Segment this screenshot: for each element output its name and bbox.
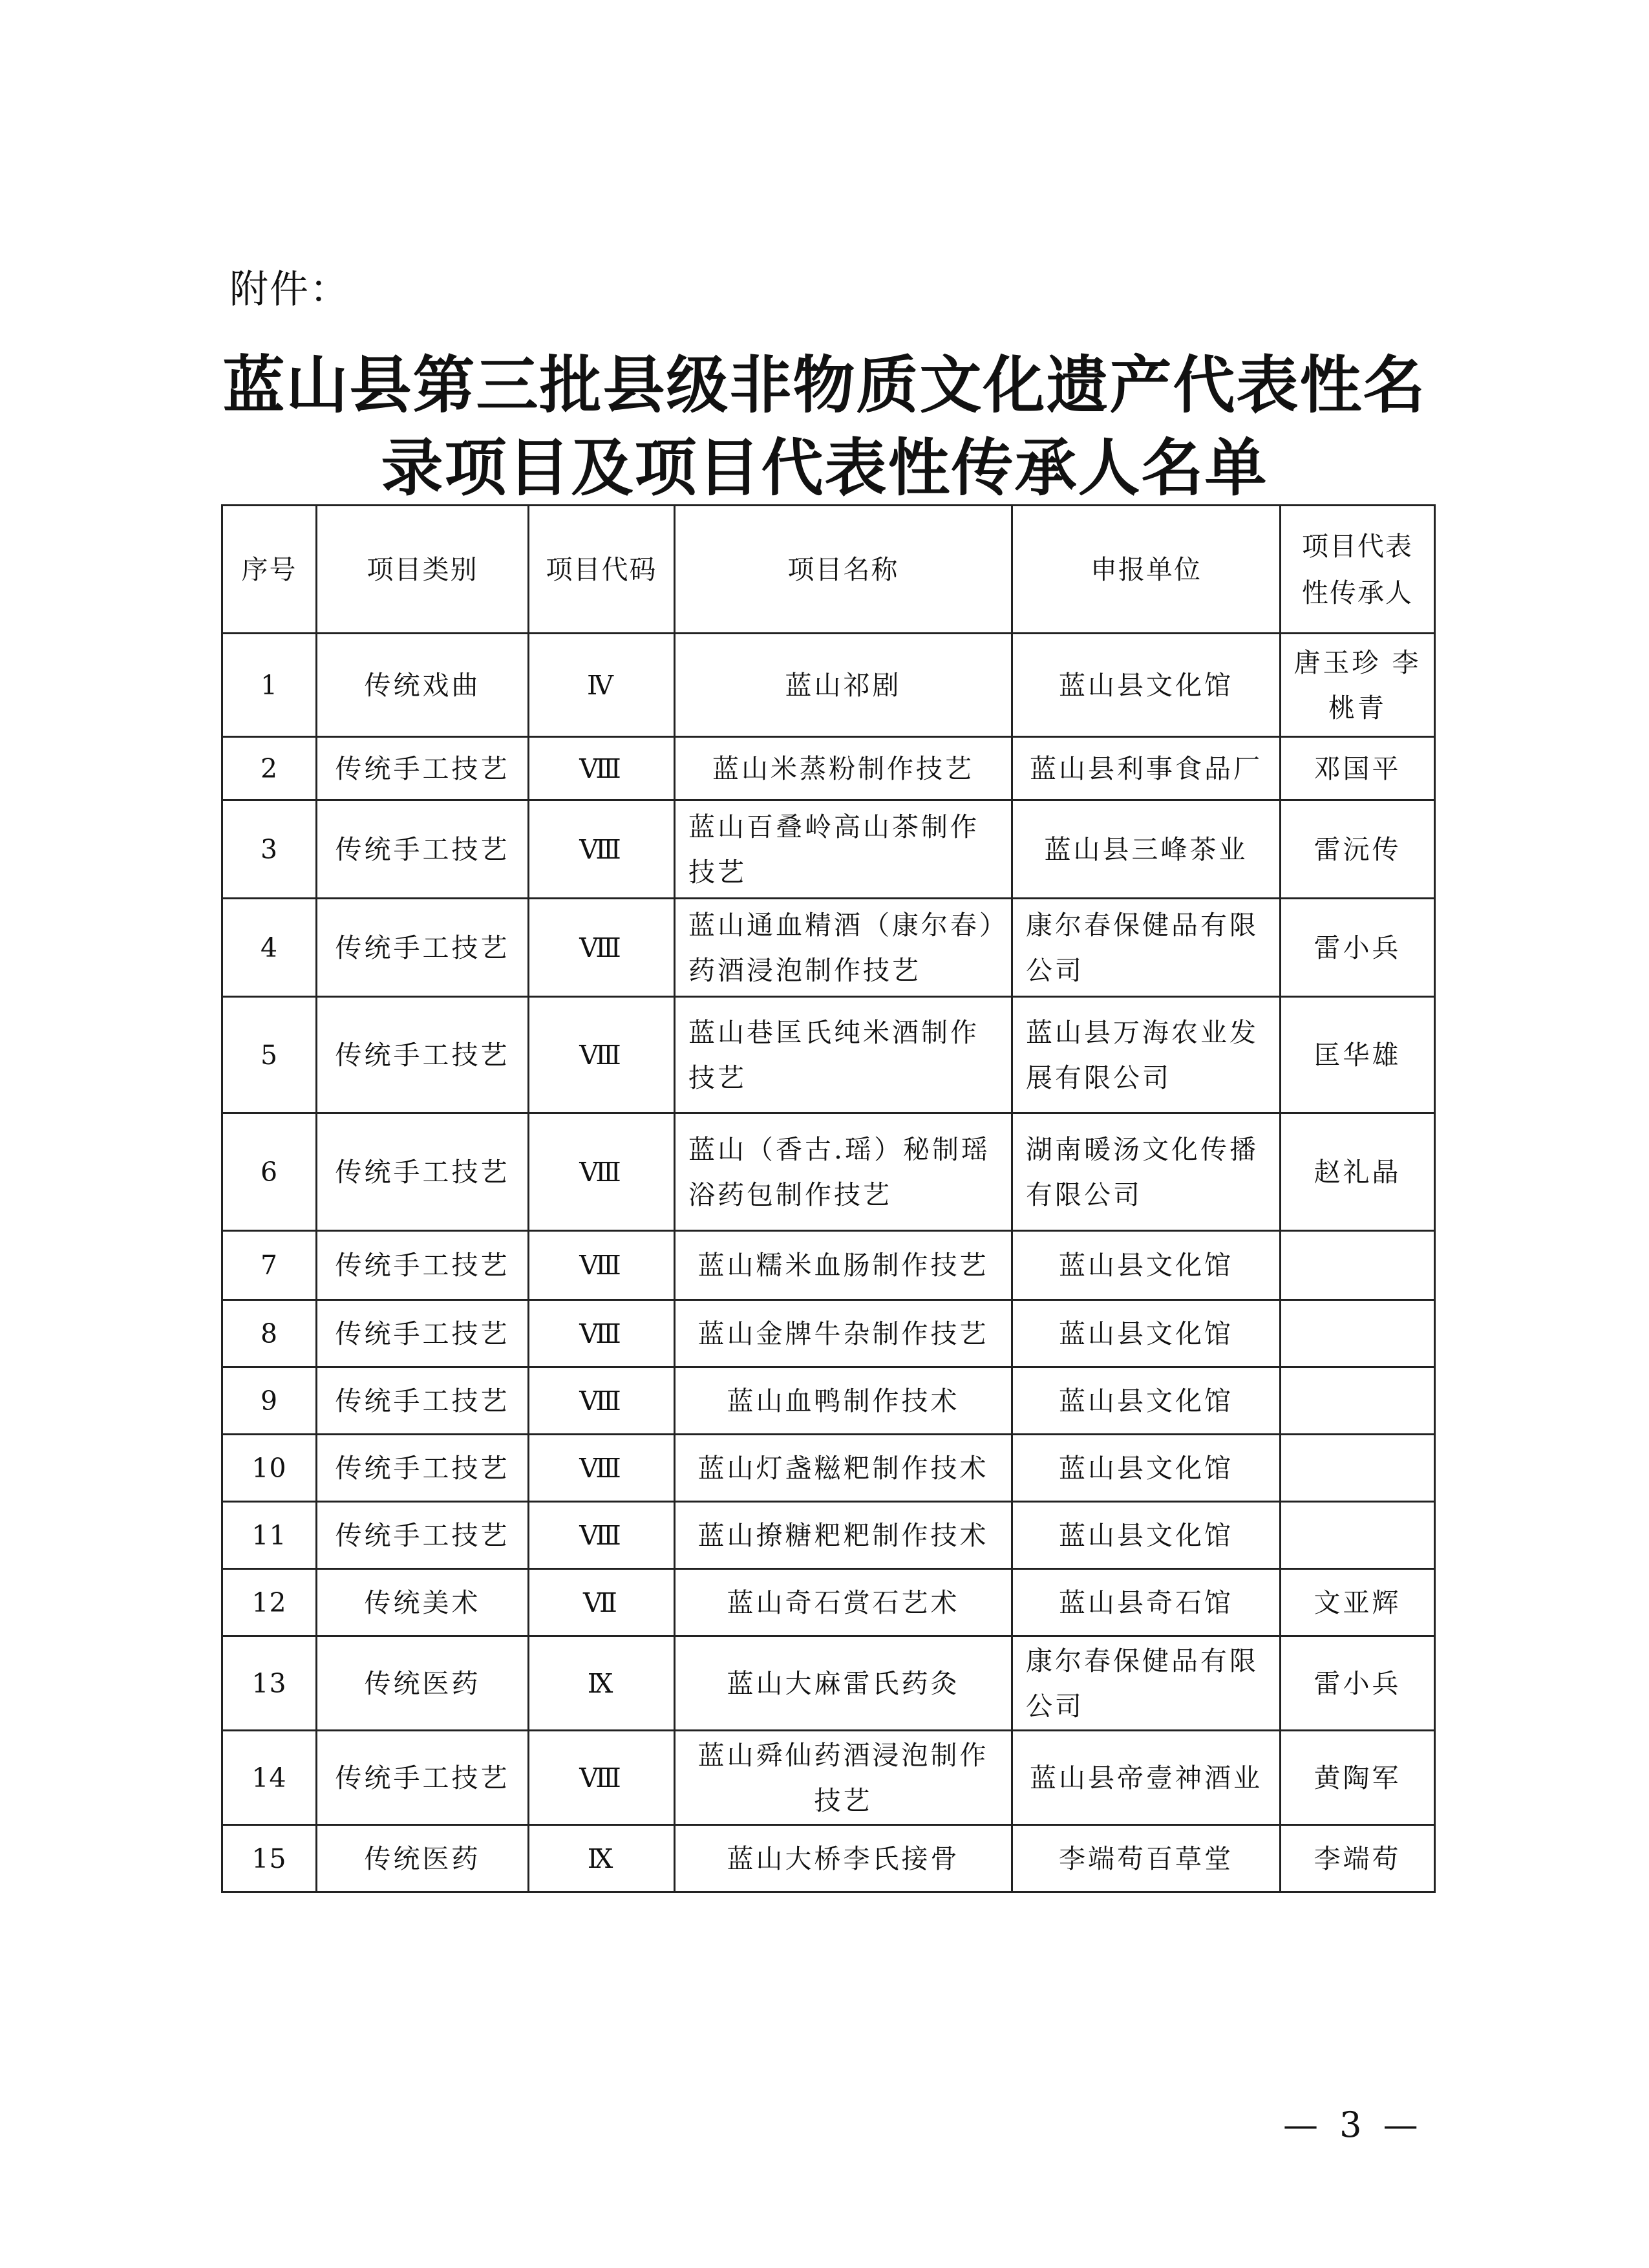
seq-cell: 2 xyxy=(222,737,317,800)
code-cell: Ⅸ xyxy=(529,1636,675,1731)
project-name-cell: 蓝山撩糖粑粑制作技术 xyxy=(675,1502,1012,1569)
table-row xyxy=(222,800,1435,899)
seq-cell: 8 xyxy=(222,1300,317,1367)
seq-cell: 6 xyxy=(222,1113,317,1231)
code-cell: Ⅷ xyxy=(529,1731,675,1825)
category-cell: 传统手工技艺 xyxy=(317,1113,529,1231)
seq-cell: 12 xyxy=(222,1569,317,1636)
inheritor-cell xyxy=(1281,1300,1435,1367)
attachment-label: 附件： xyxy=(229,267,350,312)
category-cell: 传统手工技艺 xyxy=(317,997,529,1113)
project-name-cell: 蓝山奇石赏石艺术 xyxy=(675,1569,1012,1636)
code-cell: Ⅷ xyxy=(529,1435,675,1502)
inheritor-cell xyxy=(1281,1435,1435,1502)
inheritor-cell: 赵礼晶 xyxy=(1281,1113,1435,1231)
seq-cell: 13 xyxy=(222,1636,317,1731)
code-cell: Ⅷ xyxy=(529,737,675,800)
category-cell: 传统手工技艺 xyxy=(317,1435,529,1502)
seq-cell: 9 xyxy=(222,1367,317,1435)
code-cell: Ⅷ xyxy=(529,1300,675,1367)
unit-cell: 蓝山县文化馆 xyxy=(1012,634,1281,737)
project-name-cell: 蓝山米蒸粉制作技艺 xyxy=(675,737,1012,800)
project-name-cell: 蓝山糯米血肠制作技艺 xyxy=(675,1231,1012,1300)
inheritor-cell: 雷沅传 xyxy=(1281,800,1435,899)
unit-cell: 蓝山县帝壹神酒业 xyxy=(1012,1731,1281,1825)
table-row xyxy=(222,1825,1435,1892)
unit-cell: 蓝山县万海农业发展有限公司 xyxy=(1012,997,1281,1113)
table-row xyxy=(222,634,1435,737)
category-cell: 传统戏曲 xyxy=(317,634,529,737)
unit-cell: 蓝山县利事食品厂 xyxy=(1012,737,1281,800)
unit-cell: 蓝山县奇石馆 xyxy=(1012,1569,1281,1636)
table-row xyxy=(222,899,1435,997)
code-cell: Ⅸ xyxy=(529,1825,675,1892)
page-number: — 3 — xyxy=(1283,2104,1423,2145)
project-name-cell: 蓝山金牌牛杂制作技艺 xyxy=(675,1300,1012,1367)
project-name-cell: 蓝山灯盏糍粑制作技术 xyxy=(675,1435,1012,1502)
category-cell: 传统手工技艺 xyxy=(317,1731,529,1825)
code-cell: Ⅷ xyxy=(529,1113,675,1231)
header-code: 项目代码 xyxy=(529,506,675,634)
category-cell: 传统医药 xyxy=(317,1636,529,1731)
table-row xyxy=(222,1300,1435,1367)
code-cell: Ⅶ xyxy=(529,1569,675,1636)
unit-cell: 蓝山县文化馆 xyxy=(1012,1231,1281,1300)
table-row xyxy=(222,737,1435,800)
header-seq: 序号 xyxy=(222,506,317,634)
code-cell: Ⅷ xyxy=(529,1231,675,1300)
category-cell: 传统手工技艺 xyxy=(317,800,529,899)
inheritor-cell: 雷小兵 xyxy=(1281,1636,1435,1731)
unit-cell: 蓝山县文化馆 xyxy=(1012,1367,1281,1435)
code-cell: Ⅷ xyxy=(529,997,675,1113)
category-cell: 传统手工技艺 xyxy=(317,1367,529,1435)
unit-cell: 蓝山县文化馆 xyxy=(1012,1435,1281,1502)
unit-cell: 康尔春保健品有限公司 xyxy=(1012,899,1281,997)
project-name-cell: 蓝山大麻雷氏药灸 xyxy=(675,1636,1012,1731)
table-body xyxy=(222,634,1435,1892)
table-row xyxy=(222,1636,1435,1731)
inheritor-cell: 李端苟 xyxy=(1281,1825,1435,1892)
project-name-cell: 蓝山血鸭制作技术 xyxy=(675,1367,1012,1435)
unit-cell: 康尔春保健品有限公司 xyxy=(1012,1636,1281,1731)
unit-cell: 蓝山县三峰茶业 xyxy=(1012,800,1281,899)
seq-cell: 1 xyxy=(222,634,317,737)
table-row xyxy=(222,1502,1435,1569)
inheritor-cell xyxy=(1281,1231,1435,1300)
inheritor-cell xyxy=(1281,1367,1435,1435)
unit-cell: 蓝山县文化馆 xyxy=(1012,1502,1281,1569)
header-unit: 申报单位 xyxy=(1012,506,1281,634)
category-cell: 传统医药 xyxy=(317,1825,529,1892)
inheritor-cell: 黄陶军 xyxy=(1281,1731,1435,1825)
inheritor-cell xyxy=(1281,1502,1435,1569)
project-name-cell: 蓝山（香古.瑶）秘制瑶浴药包制作技艺 xyxy=(675,1113,1012,1231)
table-row xyxy=(222,1231,1435,1300)
category-cell: 传统手工技艺 xyxy=(317,1231,529,1300)
seq-cell: 3 xyxy=(222,800,317,899)
header-inheritor: 项目代表性传承人 xyxy=(1281,506,1435,634)
inheritor-cell: 唐玉珍 李桃青 xyxy=(1281,634,1435,737)
category-cell: 传统手工技艺 xyxy=(317,1502,529,1569)
code-cell: Ⅷ xyxy=(529,1367,675,1435)
project-name-cell: 蓝山舜仙药酒浸泡制作技艺 xyxy=(675,1731,1012,1825)
code-cell: Ⅷ xyxy=(529,1502,675,1569)
seq-cell: 15 xyxy=(222,1825,317,1892)
table-row xyxy=(222,997,1435,1113)
inheritor-cell: 雷小兵 xyxy=(1281,899,1435,997)
unit-cell: 李端苟百草堂 xyxy=(1012,1825,1281,1892)
table-header-row xyxy=(222,506,1435,634)
unit-cell: 湖南暖汤文化传播有限公司 xyxy=(1012,1113,1281,1231)
table-row xyxy=(222,1113,1435,1231)
unit-cell: 蓝山县文化馆 xyxy=(1012,1300,1281,1367)
seq-cell: 11 xyxy=(222,1502,317,1569)
seq-cell: 5 xyxy=(222,997,317,1113)
project-name-cell: 蓝山祁剧 xyxy=(675,634,1012,737)
header-category: 项目类别 xyxy=(317,506,529,634)
inheritor-cell: 匡华雄 xyxy=(1281,997,1435,1113)
code-cell: Ⅷ xyxy=(529,899,675,997)
category-cell: 传统手工技艺 xyxy=(317,1300,529,1367)
table-row xyxy=(222,1731,1435,1825)
document-title-line-2: 录项目及项目代表性传承人名单 xyxy=(381,432,1268,504)
project-name-cell: 蓝山百叠岭高山茶制作技艺 xyxy=(675,800,1012,899)
inheritor-cell: 文亚辉 xyxy=(1281,1569,1435,1636)
table-row xyxy=(222,1569,1435,1636)
code-cell: Ⅷ xyxy=(529,800,675,899)
project-name-cell: 蓝山通血精酒（康尔春）药酒浸泡制作技艺 xyxy=(675,899,1012,997)
seq-cell: 4 xyxy=(222,899,317,997)
seq-cell: 7 xyxy=(222,1231,317,1300)
category-cell: 传统手工技艺 xyxy=(317,737,529,800)
heritage-list-table xyxy=(221,504,1436,1893)
code-cell: Ⅳ xyxy=(529,634,675,737)
table-row xyxy=(222,1435,1435,1502)
seq-cell: 10 xyxy=(222,1435,317,1502)
seq-cell: 14 xyxy=(222,1731,317,1825)
project-name-cell: 蓝山巷匡氏纯米酒制作技艺 xyxy=(675,997,1012,1113)
category-cell: 传统手工技艺 xyxy=(317,899,529,997)
header-name: 项目名称 xyxy=(675,506,1012,634)
category-cell: 传统美术 xyxy=(317,1569,529,1636)
document-title-line-1: 蓝山县第三批县级非物质文化遗产代表性名 xyxy=(222,349,1427,422)
inheritor-cell: 邓国平 xyxy=(1281,737,1435,800)
table-row xyxy=(222,1367,1435,1435)
project-name-cell: 蓝山大桥李氏接骨 xyxy=(675,1825,1012,1892)
